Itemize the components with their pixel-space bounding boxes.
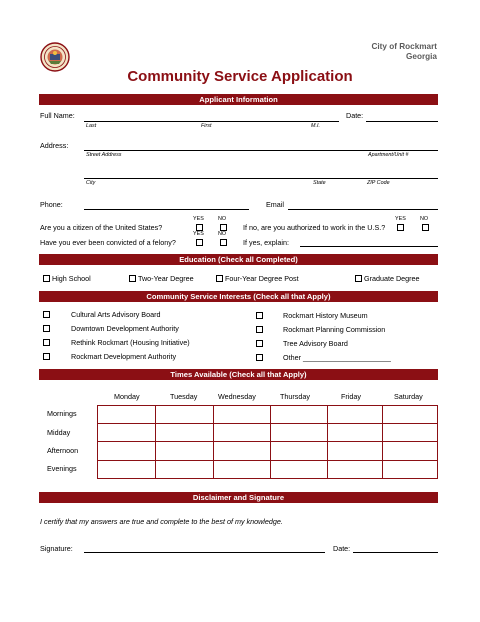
email-field[interactable]: [288, 209, 438, 210]
day-header: Friday: [341, 392, 361, 401]
phone-label: Phone:: [40, 200, 63, 209]
section-interests: Community Service Interests (Check all that Apply): [39, 291, 438, 302]
edu-four-year-label: Four-Year Degree Post: [225, 274, 299, 283]
explain-label: If yes, explain:: [243, 238, 289, 247]
slot-label: Afternoon: [47, 446, 79, 455]
edu-four-year-checkbox[interactable]: [216, 275, 223, 282]
date-label: Date:: [346, 111, 364, 120]
interest-label: Rockmart Planning Commission: [283, 325, 386, 334]
address-label: Address:: [40, 141, 69, 150]
street-sublabel: Street Address: [86, 152, 122, 158]
zip-sublabel: ZIP Code: [367, 180, 390, 186]
day-header: Thursday: [280, 392, 310, 401]
apt-sublabel: Apartment/Unit #: [368, 152, 409, 158]
org-state: Georgia: [406, 52, 437, 61]
email-label: Email: [266, 200, 284, 209]
edu-graduate-label: Graduate Degree: [364, 274, 420, 283]
full-name-label: Full Name:: [40, 111, 75, 120]
city-state-zip-field[interactable]: [84, 178, 438, 179]
interest-label: Cultural Arts Advisory Board: [71, 310, 161, 319]
availability-cell[interactable]: [271, 406, 328, 424]
street-field[interactable]: [84, 150, 438, 151]
availability-cell[interactable]: [214, 424, 271, 442]
section-education: Education (Check all Completed): [39, 254, 438, 265]
authorized-no-label: NO: [420, 216, 429, 222]
day-header: Tuesday: [170, 392, 198, 401]
availability-cell[interactable]: [383, 461, 438, 479]
signature-field[interactable]: [84, 552, 325, 553]
section-disclaimer: Disclaimer and Signature: [39, 492, 438, 503]
availability-cell[interactable]: [271, 424, 328, 442]
edu-high-school-label: High School: [52, 274, 91, 283]
state-sublabel: State: [313, 180, 326, 186]
edu-two-year-label: Two-Year Degree: [138, 274, 194, 283]
signature-date-field[interactable]: [353, 552, 438, 553]
signature-date-label: Date:: [333, 544, 351, 553]
last-sublabel: Last: [86, 123, 97, 129]
availability-cell[interactable]: [383, 442, 438, 461]
authorized-yes-checkbox[interactable]: [397, 224, 404, 231]
availability-cell[interactable]: [383, 406, 438, 424]
availability-cell[interactable]: [214, 406, 271, 424]
availability-cell[interactable]: [328, 406, 383, 424]
availability-cell[interactable]: [214, 442, 271, 461]
availability-cell[interactable]: [156, 461, 214, 479]
interest-checkbox[interactable]: [43, 339, 50, 346]
full-name-field[interactable]: [84, 121, 339, 122]
availability-cell[interactable]: [156, 442, 214, 461]
section-applicant: Applicant Information: [39, 94, 438, 105]
availability-cell[interactable]: [214, 461, 271, 479]
org-name: City of Rockmart: [371, 42, 437, 51]
interest-checkbox[interactable]: [43, 325, 50, 332]
edu-graduate-checkbox[interactable]: [355, 275, 362, 282]
interest-checkbox[interactable]: [256, 340, 263, 347]
edu-two-year-checkbox[interactable]: [129, 275, 136, 282]
felony-no-checkbox[interactable]: [220, 239, 227, 246]
day-header: Wednesday: [218, 392, 256, 401]
citizen-question: Are you a citizen of the United States?: [40, 223, 163, 232]
availability-cell[interactable]: [98, 461, 156, 479]
day-header: Monday: [114, 392, 140, 401]
first-sublabel: First: [201, 123, 212, 129]
section-times: Times Available (Check all that Apply): [39, 369, 438, 380]
date-field[interactable]: [366, 121, 438, 122]
edu-high-school-checkbox[interactable]: [43, 275, 50, 282]
slot-label: Evenings: [47, 464, 77, 473]
availability-cell[interactable]: [383, 424, 438, 442]
availability-grid: [97, 405, 438, 479]
interest-label: Rockmart History Museum: [283, 311, 368, 320]
availability-cell[interactable]: [271, 461, 328, 479]
availability-cell[interactable]: [98, 442, 156, 461]
interest-checkbox[interactable]: [256, 312, 263, 319]
interest-label: Tree Advisory Board: [283, 339, 348, 348]
authorized-no-checkbox[interactable]: [422, 224, 429, 231]
availability-cell[interactable]: [98, 406, 156, 424]
authorized-yes-label: YES: [395, 216, 406, 222]
slot-label: Midday: [47, 428, 71, 437]
availability-cell[interactable]: [271, 442, 328, 461]
availability-cell[interactable]: [98, 424, 156, 442]
interest-label: Rethink Rockmart (Housing Initiative): [71, 338, 190, 347]
mi-sublabel: M.I.: [311, 123, 320, 129]
interest-checkbox[interactable]: [43, 311, 50, 318]
signature-label: Signature:: [40, 544, 73, 553]
interest-other-label: Other ______________________: [283, 353, 391, 362]
interest-label: Downtown Development Authority: [71, 324, 179, 333]
interest-checkbox[interactable]: [256, 326, 263, 333]
availability-cell[interactable]: [328, 442, 383, 461]
citizen-yes-label: YES: [193, 216, 204, 222]
availability-cell[interactable]: [156, 406, 214, 424]
phone-field[interactable]: [84, 209, 249, 210]
felony-no-label: NO: [218, 231, 227, 237]
explain-field[interactable]: [300, 246, 438, 247]
authorized-question: If no, are you authorized to work in the U.S.?: [243, 223, 386, 232]
interest-label: Rockmart Development Authority: [71, 352, 177, 361]
slot-label: Mornings: [47, 409, 77, 418]
day-header: Saturday: [394, 392, 423, 401]
availability-cell[interactable]: [328, 424, 383, 442]
availability-cell[interactable]: [328, 461, 383, 479]
city-sublabel: City: [86, 180, 96, 186]
citizen-no-checkbox[interactable]: [220, 224, 227, 231]
certification-statement: I certify that my answers are true and complete to the best of my knowledge.: [40, 517, 283, 526]
felony-yes-checkbox[interactable]: [196, 239, 203, 246]
felony-yes-label: YES: [193, 231, 204, 237]
felony-question: Have you ever been convicted of a felony?: [40, 238, 176, 247]
citizen-yes-checkbox[interactable]: [196, 224, 203, 231]
page-title: Community Service Application: [127, 68, 353, 85]
citizen-no-label: NO: [218, 216, 227, 222]
availability-cell[interactable]: [156, 424, 214, 442]
interest-checkbox[interactable]: [256, 354, 263, 361]
interest-checkbox[interactable]: [43, 353, 50, 360]
